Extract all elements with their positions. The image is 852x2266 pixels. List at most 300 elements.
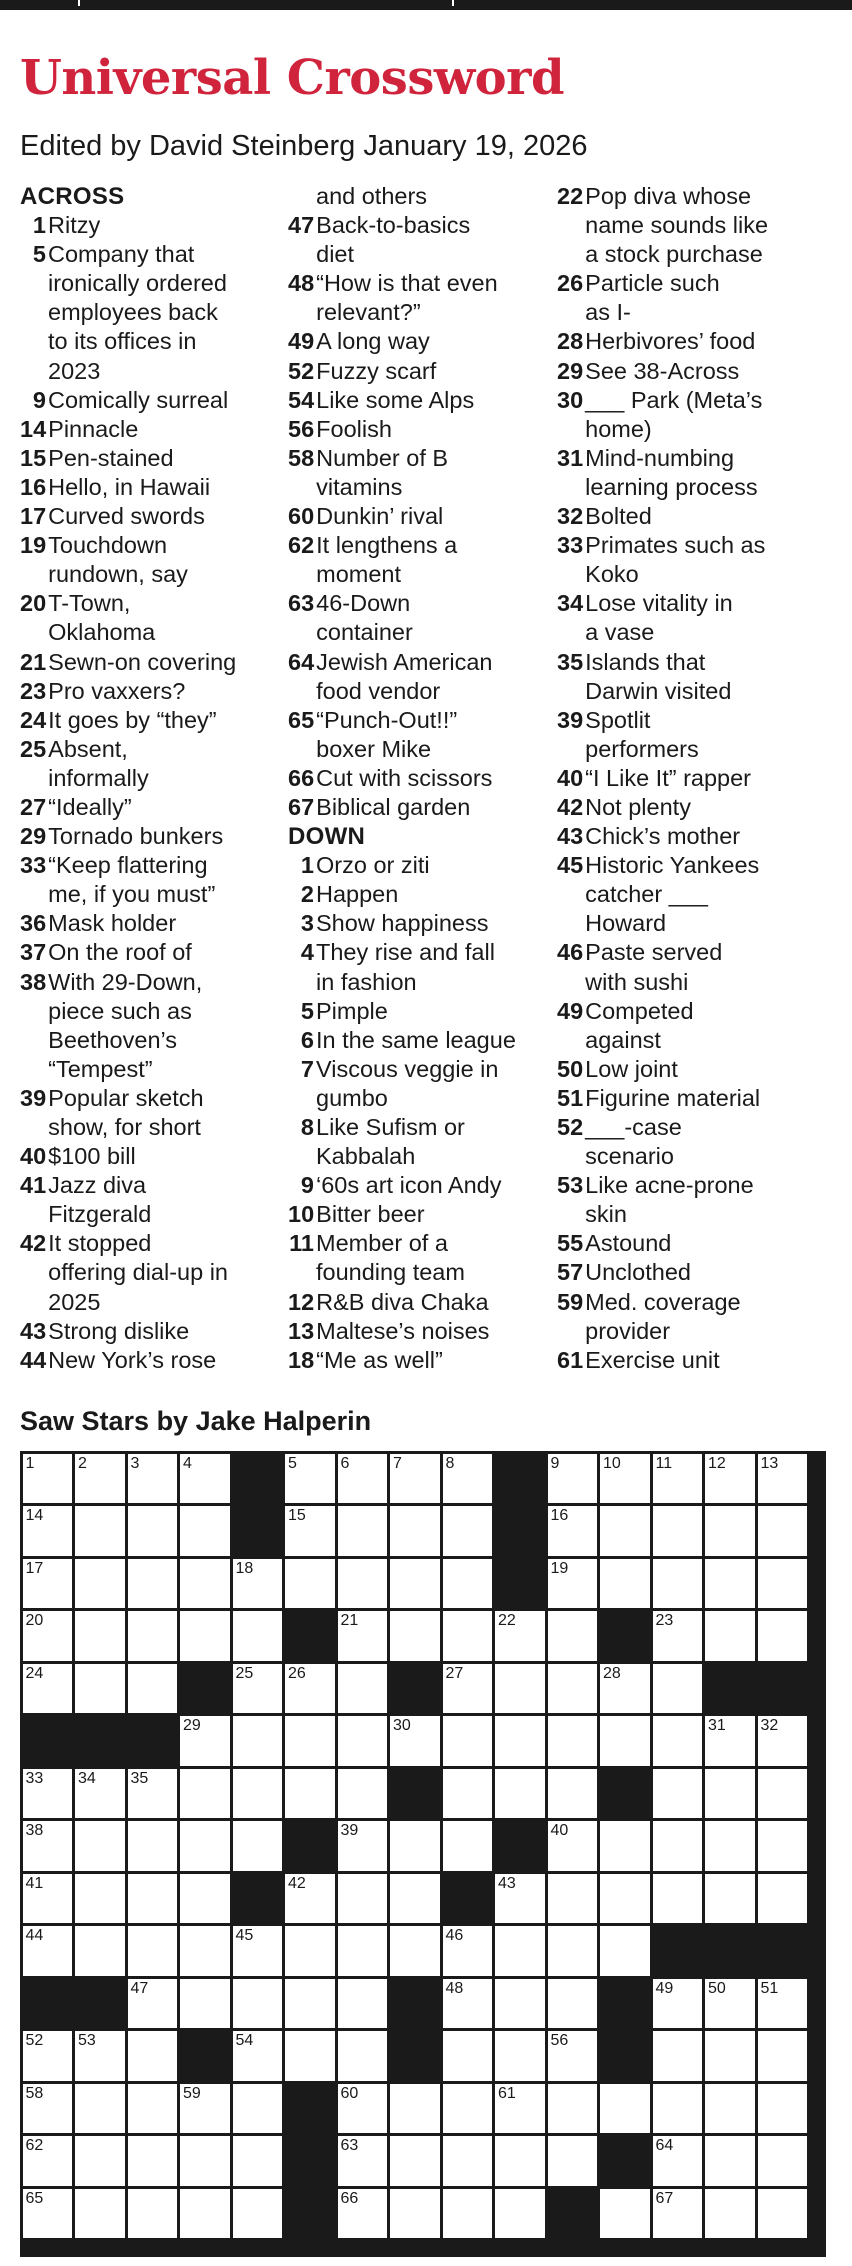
clue-text [316,1229,560,1287]
across-clue [20,1171,285,1229]
grid-cell[interactable] [653,2189,703,2239]
grid-cell[interactable] [390,2189,440,2239]
clue-text [585,648,847,706]
cell-number: 51 [760,1979,779,1997]
grid-cell[interactable] [705,2084,755,2134]
across-clue-list-cont [288,211,560,822]
grid-cell[interactable] [443,1506,493,1556]
clue-number: 49 [557,997,584,1024]
grid-cell[interactable] [653,1559,703,1609]
grid-cell[interactable] [653,1979,703,2029]
clue-line: catcher ___ [585,881,708,908]
grid-cell[interactable] [653,2084,703,2134]
grid-cell[interactable] [443,1559,493,1609]
grid-cell[interactable] [390,1506,440,1556]
grid-cell[interactable] [128,1769,178,1819]
clue-line: ___ Park (Meta’s [585,386,763,413]
clue-text [316,997,560,1026]
down-clue [557,589,847,647]
grid-cell[interactable] [600,1559,650,1609]
grid-cell[interactable] [338,1874,388,1924]
grid-cell[interactable] [705,1979,755,2029]
grid-cell[interactable] [443,2084,493,2134]
grid-cell[interactable] [390,1611,440,1661]
grid-cell[interactable] [548,1979,598,2029]
down-clue [288,997,560,1026]
clue-text [48,909,285,938]
grid-cell[interactable] [285,1559,335,1609]
grid-cell[interactable] [390,1926,440,1976]
grid-cell[interactable] [548,1874,598,1924]
grid-cell[interactable] [705,1454,755,1504]
grid-cell[interactable] [548,2084,598,2134]
grid-cell[interactable] [600,1821,650,1871]
grid-cell[interactable] [653,1454,703,1504]
clue-continuation: and others [316,183,428,209]
grid-cell[interactable] [495,2031,545,2081]
down-clue-list-cont [557,182,847,1375]
across-clue [20,444,285,473]
clue-line: On the roof of [48,939,192,966]
clue-text [48,648,285,677]
clue-number: 43 [20,1317,47,1344]
grid-cell[interactable] [75,2136,125,2186]
grid-cell[interactable] [338,2031,388,2081]
grid-cell[interactable] [495,2084,545,2134]
down-clue [557,531,847,589]
grid-cell[interactable] [233,1559,283,1609]
grid-cell[interactable] [75,1926,125,1976]
grid-cell[interactable] [128,1506,178,1556]
clue-number: 55 [557,1230,584,1257]
clue-text [48,793,285,822]
grid-cell[interactable] [548,1664,598,1714]
grid-cell[interactable] [705,1506,755,1556]
clue-number: 4 [300,939,314,966]
grid-cell[interactable] [338,1821,388,1871]
grid-cell[interactable] [233,2031,283,2081]
grid-cell[interactable] [128,2084,178,2134]
clue-line: R&B diva Chaka [316,1288,489,1315]
grid-cell[interactable] [653,1769,703,1819]
clue-line: Koko [585,561,639,588]
grid-cell[interactable] [600,1874,650,1924]
grid-cell[interactable] [75,2189,125,2239]
grid-cell[interactable] [495,1926,545,1976]
grid-cell[interactable] [758,1506,808,1556]
grid-cell[interactable] [390,1821,440,1871]
grid-cell[interactable] [600,2084,650,2134]
grid-cell[interactable] [285,1926,335,1976]
across-clue [288,415,560,444]
grid-cell[interactable] [128,1559,178,1609]
down-clue [557,1346,847,1375]
grid-cell[interactable] [75,1506,125,1556]
grid-cell[interactable] [128,1664,178,1714]
clue-text [316,793,560,822]
grid-cell[interactable] [285,1874,335,1924]
across-clue [20,240,285,385]
grid-cell[interactable] [758,2189,808,2239]
grid-cell[interactable] [443,1769,493,1819]
down-clue [557,1055,847,1084]
clue-line: as I- [585,299,631,326]
grid-cell[interactable] [705,2189,755,2239]
grid-cell[interactable] [548,1454,598,1504]
grid-cell[interactable] [233,2189,283,2239]
clue-number: 33 [20,852,47,879]
clue-number: 22 [557,183,584,209]
grid-cell[interactable] [23,1926,73,1976]
clue-line: Not plenty [585,793,691,820]
grid-cell[interactable] [758,2136,808,2186]
grid-cell[interactable] [443,1821,493,1871]
clue-line: Maltese’s noises [316,1317,490,1344]
grid-cell[interactable] [75,1769,125,1819]
crossword-grid [20,1451,826,2257]
grid-cell[interactable] [233,1769,283,1819]
down-clue [557,444,847,502]
grid-cell[interactable] [23,1874,73,1924]
grid-cell[interactable] [285,1716,335,1766]
grid-cell[interactable] [600,1664,650,1714]
grid-cell[interactable] [128,2031,178,2081]
clue-number: 3 [300,910,314,937]
clue-number: 7 [300,1055,314,1082]
grid-cell[interactable] [128,1926,178,1976]
grid-cell[interactable] [705,1769,755,1819]
clue-line: Sewn-on covering [48,648,237,675]
clue-line: Pinnacle [48,415,139,442]
grid-cell[interactable] [548,1769,598,1819]
grid-cell[interactable] [180,1926,230,1976]
grid-cell[interactable] [495,2136,545,2186]
cell-number: 6 [340,1454,350,1472]
cell-number: 61 [498,2084,516,2102]
black-square [600,2031,650,2081]
grid-cell[interactable] [338,1611,388,1661]
down-clue [557,182,847,269]
clue-number: 18 [288,1346,315,1373]
down-clue [557,1171,847,1229]
grid-cell[interactable] [653,1874,703,1924]
grid-cell[interactable] [758,1454,808,1504]
across-clue [20,851,285,909]
grid-cell[interactable] [600,1926,650,1976]
grid-cell[interactable] [653,1506,703,1556]
grid-cell[interactable] [653,1611,703,1661]
grid-cell[interactable] [338,1926,388,1976]
grid-cell[interactable] [233,1716,283,1766]
grid-cell[interactable] [338,1664,388,1714]
grid-cell[interactable] [233,1664,283,1714]
grid-cell[interactable] [338,1506,388,1556]
grid-cell[interactable] [180,2084,230,2134]
grid-cell[interactable] [758,1821,808,1871]
across-clue [20,1346,285,1375]
grid-cell[interactable] [338,2189,388,2239]
grid-cell[interactable] [443,2136,493,2186]
clue-number: 40 [20,1143,47,1170]
grid-cell[interactable] [758,1874,808,1924]
black-square [653,1926,703,1976]
grid-cell[interactable] [75,2084,125,2134]
down-clue [288,938,560,996]
grid-cell[interactable] [495,1874,545,1924]
grid-cell[interactable] [705,2031,755,2081]
grid-cell[interactable] [653,2136,703,2186]
grid-cell[interactable] [443,1979,493,2029]
grid-cell[interactable] [23,1506,73,1556]
cell-number: 64 [655,2137,674,2154]
clue-line: 2025 [48,1288,101,1315]
grid-cell[interactable] [23,2136,73,2186]
grid-cell[interactable] [23,1769,73,1819]
grid-cell[interactable] [180,1454,230,1504]
grid-cell[interactable] [548,2031,598,2081]
grid-cell[interactable] [705,1559,755,1609]
grid-cell[interactable] [705,1821,755,1871]
clue-number: 5 [300,997,314,1024]
grid-cell[interactable] [653,1821,703,1871]
clue-line: With 29-Down, [48,968,203,995]
clue-text [585,938,847,996]
grid-cell[interactable] [233,2136,283,2186]
clue-text [585,706,847,764]
grid-cell[interactable] [180,1979,230,2029]
grid-cell[interactable] [600,1716,650,1766]
grid-cell[interactable] [180,1874,230,1924]
grid-cell[interactable] [705,1716,755,1766]
page-title: Universal Crossword [20,50,565,106]
grid-cell[interactable] [23,2084,73,2134]
grid-cell[interactable] [443,1454,493,1504]
grid-cell[interactable] [23,1611,73,1661]
grid-cell[interactable] [653,1664,703,1714]
across-clue [288,444,560,502]
grid-cell[interactable] [75,1611,125,1661]
grid-cell[interactable] [233,2084,283,2134]
down-clue [557,357,847,386]
grid-cell[interactable] [285,1664,335,1714]
grid-cell[interactable] [75,1874,125,1924]
clue-line: Company that [48,241,195,268]
black-square [495,1821,545,1871]
clue-text [585,357,847,386]
black-square [600,1769,650,1819]
grid-cell[interactable] [390,1454,440,1504]
clue-number: 36 [20,910,47,937]
clue-line: Exercise unit [585,1346,720,1373]
grid-cell[interactable] [338,1716,388,1766]
grid-cell[interactable] [180,1559,230,1609]
grid-cell[interactable] [443,1611,493,1661]
clue-text [316,764,560,793]
grid-cell[interactable] [128,1611,178,1661]
grid-cell[interactable] [23,1821,73,1871]
grid-cell[interactable] [443,2031,493,2081]
grid-cell[interactable] [758,2084,808,2134]
black-square [758,1664,808,1714]
clue-number: 6 [300,1026,314,1053]
grid-cell[interactable] [233,1821,283,1871]
grid-cell[interactable] [705,1611,755,1661]
grid-cell[interactable] [128,1454,178,1504]
clue-line: ‘60s art icon Andy [316,1172,502,1199]
grid-cell[interactable] [548,1559,598,1609]
grid-cell[interactable] [390,1874,440,1924]
grid-cell[interactable] [600,2189,650,2239]
cell-number: 50 [708,1979,726,1997]
clue-line: learning process [585,473,758,500]
top-rule [0,0,852,10]
grid-cell[interactable] [390,2084,440,2134]
grid-cell[interactable] [23,1664,73,1714]
clue-line: boxer Mike [316,735,432,762]
grid-cell[interactable] [285,2031,335,2081]
cell-number: 16 [550,1507,569,1524]
clue-number: 41 [20,1172,47,1199]
clue-number: 50 [557,1055,584,1082]
grid-cell[interactable] [548,1926,598,1976]
grid-cell[interactable] [233,1611,283,1661]
clue-text [48,677,285,706]
grid-cell[interactable] [75,2031,125,2081]
across-clue [288,764,560,793]
grid-cell[interactable] [758,1979,808,2029]
grid-cell[interactable] [390,1559,440,1609]
grid-cell[interactable] [338,2136,388,2186]
grid-cell[interactable] [758,1769,808,1819]
across-clue [288,327,560,356]
clue-line: It lengthens a [316,532,458,559]
grid-cell[interactable] [23,1454,73,1504]
grid-cell[interactable] [495,1611,545,1661]
grid-cell[interactable] [443,1664,493,1714]
grid-cell[interactable] [758,1559,808,1609]
grid-cell[interactable] [180,2189,230,2239]
grid-cell[interactable] [548,1821,598,1871]
grid-cell[interactable] [758,1716,808,1766]
grid-cell[interactable] [653,2031,703,2081]
grid-cell[interactable] [600,1454,650,1504]
grid-cell[interactable] [285,1769,335,1819]
grid-cell[interactable] [338,1769,388,1819]
grid-cell[interactable] [285,1454,335,1504]
cell-number: 7 [393,1454,402,1472]
grid-cell[interactable] [180,1821,230,1871]
grid-cell[interactable] [180,1611,230,1661]
grid-cell[interactable] [233,1979,283,2029]
cell-number: 45 [235,1927,254,1944]
grid-cell[interactable] [705,1874,755,1924]
clue-number: 21 [20,648,47,675]
clue-line: Kabbalah [316,1143,416,1170]
grid-cell[interactable] [75,1559,125,1609]
grid-cell[interactable] [390,2136,440,2186]
clue-line: in fashion [316,968,417,995]
top-rule-tick [78,0,80,6]
grid-cell[interactable] [495,1769,545,1819]
clue-line: Ritzy [48,212,101,239]
clue-text [316,415,560,444]
clue-line: 46-Down [316,590,411,617]
grid-cell[interactable] [338,1979,388,2029]
grid-cell[interactable] [495,1664,545,1714]
grid-cell[interactable] [338,1559,388,1609]
black-square [600,1611,650,1661]
grid-cell[interactable] [128,1821,178,1871]
grid-cell[interactable] [180,1506,230,1556]
grid-cell[interactable] [180,2136,230,2186]
cell-number: 19 [550,1559,569,1577]
grid-cell[interactable] [548,1716,598,1766]
cell-number: 54 [235,2032,254,2049]
grid-cell[interactable] [495,1979,545,2029]
grid-cell[interactable] [653,1716,703,1766]
grid-cell[interactable] [23,1559,73,1609]
grid-cell[interactable] [23,2031,73,2081]
grid-cell[interactable] [23,2189,73,2239]
clue-line: Paste served [585,939,723,966]
down-clue [557,327,847,356]
grid-cell[interactable] [128,1979,178,2029]
clue-line: Cut with scissors [316,764,493,791]
cell-number: 9 [550,1454,560,1472]
grid-cell[interactable] [758,2031,808,2081]
grid-cell[interactable] [443,1926,493,1976]
grid-cell[interactable] [495,2189,545,2239]
clue-number: 5 [32,241,46,268]
grid-cell[interactable] [338,1454,388,1504]
clue-number: 33 [557,532,584,559]
clue-text [316,327,560,356]
grid-cell[interactable] [600,1506,650,1556]
grid-cell[interactable] [758,1611,808,1661]
grid-cell[interactable] [233,1926,283,1976]
clue-line: skin [585,1201,627,1228]
down-clue [557,938,847,996]
grid-cell[interactable] [128,2189,178,2239]
clue-line: container [316,619,413,646]
grid-cell[interactable] [128,1874,178,1924]
grid-cell[interactable] [338,2084,388,2134]
clue-number: 43 [557,823,584,850]
grid-cell[interactable] [548,2136,598,2186]
clue-line: Jazz diva [48,1172,147,1199]
grid-cell[interactable] [443,1716,493,1766]
grid-cell[interactable] [495,1716,545,1766]
grid-cell[interactable] [75,1821,125,1871]
grid-cell[interactable] [128,2136,178,2186]
cell-number: 46 [445,1927,464,1944]
grid-cell[interactable] [390,1716,440,1766]
grid-cell[interactable] [285,1979,335,2029]
clue-text [585,444,847,502]
grid-cell[interactable] [443,2189,493,2239]
grid-cell[interactable] [548,1506,598,1556]
grid-cell[interactable] [180,1769,230,1819]
grid-cell[interactable] [180,1716,230,1766]
down-clue [288,1317,560,1346]
grid-cell[interactable] [705,2136,755,2186]
grid-cell[interactable] [548,1611,598,1661]
clue-text [316,851,560,880]
grid-cell[interactable] [75,1664,125,1714]
clue-line: rundown, say [48,561,188,588]
grid-cell[interactable] [285,1506,335,1556]
grid-cell[interactable] [75,1454,125,1504]
